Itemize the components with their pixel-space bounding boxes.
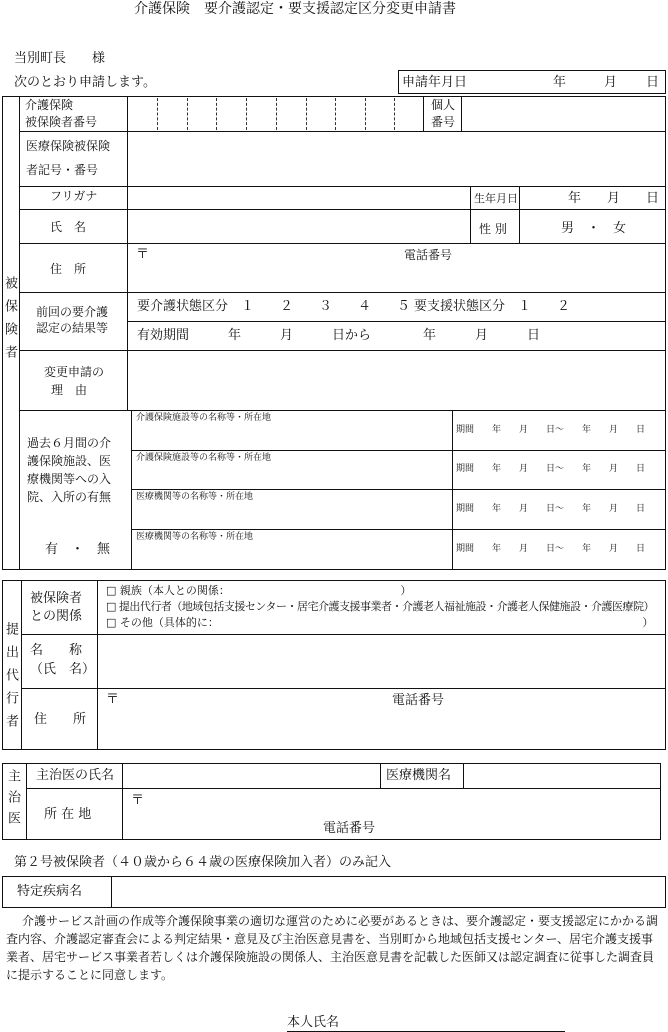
relation-option-agent-text: 提出代行者（地域包括支援センター・居宅介護支援事業者・介護老人福祉施設・介護老人保健施設・介護医療院） [118, 600, 654, 613]
personal-number-field[interactable] [462, 97, 665, 131]
postal-mark: 〒 [136, 247, 150, 262]
doctor-name-label: 主治医の氏名 [36, 768, 115, 783]
intro-text: 次のとおり申請します。 [14, 75, 156, 90]
birthdate-label: 生年月日 [474, 192, 518, 205]
relation-option-agent[interactable] [106, 601, 654, 612]
agent-postal-mark: 〒 [106, 692, 120, 707]
medical-insurance-label-1: 医療保険被保険 [26, 139, 111, 153]
support-level-options[interactable]: 要支援状態区分 １ ２ [414, 299, 571, 314]
checkbox-icon[interactable]: □ [106, 600, 116, 613]
addressee: 当別町長 様 [14, 51, 106, 66]
page-title: 介護保険 要介護認定・要支援認定区分変更申請書 [134, 1, 456, 17]
facility-name-2[interactable]: 介護保険施設等の名称等・所在地 [136, 453, 272, 463]
application-date-month: 月 [604, 75, 618, 90]
prev-result-label-1: 前回の要介護 [36, 305, 109, 319]
facility-name-1[interactable]: 介護保険施設等の名称等・所在地 [136, 413, 272, 423]
personal-number-label-2: 番号 [431, 115, 456, 129]
checkbox-icon[interactable]: □ [106, 584, 117, 597]
relation-option-family[interactable] [106, 585, 411, 596]
medical-insurance-label-2: 者記号・番号 [26, 163, 99, 177]
application-date-year: 年 [553, 75, 567, 90]
agent-address-field[interactable] [98, 689, 665, 749]
sex-selector[interactable]: 男 ・ 女 [561, 221, 627, 236]
facility-period-2[interactable]: 期間 年 月 日～ 年 月 日 [456, 464, 646, 474]
relation-option-family-text: 親族（本人との関係： ） [119, 584, 412, 597]
second-insured-note: 第２号被保険者（４０歳から６４歳の医療保険加入者）のみ記入 [14, 855, 392, 870]
signature-label: 本人氏名 [287, 1015, 340, 1030]
birthdate-field[interactable]: 年 月 日 [568, 191, 660, 206]
facility-name-4[interactable]: 医療機関等の名称等・所在地 [136, 532, 254, 542]
location-field[interactable] [123, 789, 660, 839]
agent-name-label-2: （氏 名） [30, 662, 96, 677]
facility-period-3[interactable]: 期間 年 月 日～ 年 月 日 [456, 504, 646, 514]
relation-label-1: 被保険者 [30, 591, 83, 606]
application-date-label: 申請年月日 [402, 75, 468, 90]
furigana-field[interactable] [128, 187, 470, 209]
consent-text: 介護サービス計画の作成等介護保険事業の適切な運営のために必要があるときは、要介護認定・要支援認定にかかる調査内容、介護認定審査会による判定結果・意見及び主治医意見書を、当別町から地域包括支援センター、居宅介護支援事業者、居宅サービス事業者若しくは介護保険施設の関係人、主治医意見書を記載した医師又は認定調査に従事した調査員に提示することに同意します。 [6, 914, 659, 982]
personal-number-label-1: 個人 [431, 98, 456, 112]
change-reason-label-2: 理 由 [51, 383, 88, 397]
insurance-number-label-2: 被保険者番号 [25, 115, 98, 129]
facility-period-4[interactable]: 期間 年 月 日～ 年 月 日 [456, 544, 646, 554]
agent-name-field[interactable] [98, 635, 665, 688]
institution-field[interactable] [464, 764, 660, 788]
relation-option-other-text: その他（具体的に： ） [119, 616, 654, 629]
address-label: 住 所 [50, 262, 87, 276]
insurance-number-field[interactable] [128, 97, 422, 131]
past-facility-label-1: 過去６月間の介 [27, 436, 112, 450]
relation-label-2: との関係 [30, 609, 83, 624]
doctor-section-label: 主治医 [5, 769, 20, 832]
application-date-day: 日 [646, 75, 660, 90]
agent-phone-label: 電話番号 [392, 693, 445, 708]
past-facility-label-2: 護保険施設、医 [27, 454, 112, 468]
name-label: 氏 名 [50, 220, 87, 234]
change-reason-field[interactable] [128, 351, 665, 410]
doctor-name-field[interactable] [123, 764, 379, 788]
furigana-label: フリガナ [50, 189, 98, 203]
past-facility-label-4: 院、入所の有無 [27, 490, 112, 504]
medical-insurance-field[interactable] [128, 132, 665, 186]
insured-section-label: 被保険者 [2, 276, 17, 368]
agent-section-label: 提出代行者 [3, 622, 18, 737]
relation-option-other[interactable] [106, 617, 653, 628]
insurance-number-label-1: 介護保険 [25, 98, 74, 112]
facility-period-1[interactable]: 期間 年 月 日～ 年 月 日 [456, 425, 646, 435]
location-label: 所 在 地 [44, 807, 92, 822]
doctor-postal-mark: 〒 [131, 793, 145, 808]
valid-period-field[interactable]: 有効期間 年 月 日から 年 月 日 [137, 328, 541, 343]
past-facility-label-3: 療機関等への入 [27, 472, 112, 486]
name-field[interactable] [128, 210, 470, 243]
prev-result-label-2: 認定の結果等 [36, 321, 109, 335]
address-field[interactable] [128, 244, 665, 292]
checkbox-icon[interactable]: □ [106, 616, 117, 629]
specified-disease-field[interactable] [112, 877, 665, 907]
agent-name-label-1: 名 称 [30, 643, 83, 658]
past-facility-yes-no[interactable]: 有 ・ 無 [45, 542, 111, 557]
change-reason-label-1: 変更申請の [44, 365, 105, 379]
specified-disease-label: 特定疾病名 [17, 884, 83, 899]
care-level-options[interactable]: 要介護状態区分 １ ２ ３ ４ ５ [137, 299, 411, 314]
agent-address-label: 住 所 [34, 712, 87, 727]
sex-label: 性 別 [479, 222, 507, 236]
institution-label: 医療機関名 [386, 768, 452, 783]
facility-name-3[interactable]: 医療機関等の名称等・所在地 [136, 492, 254, 502]
phone-label: 電話番号 [404, 248, 453, 262]
doctor-phone-label: 電話番号 [323, 821, 376, 836]
